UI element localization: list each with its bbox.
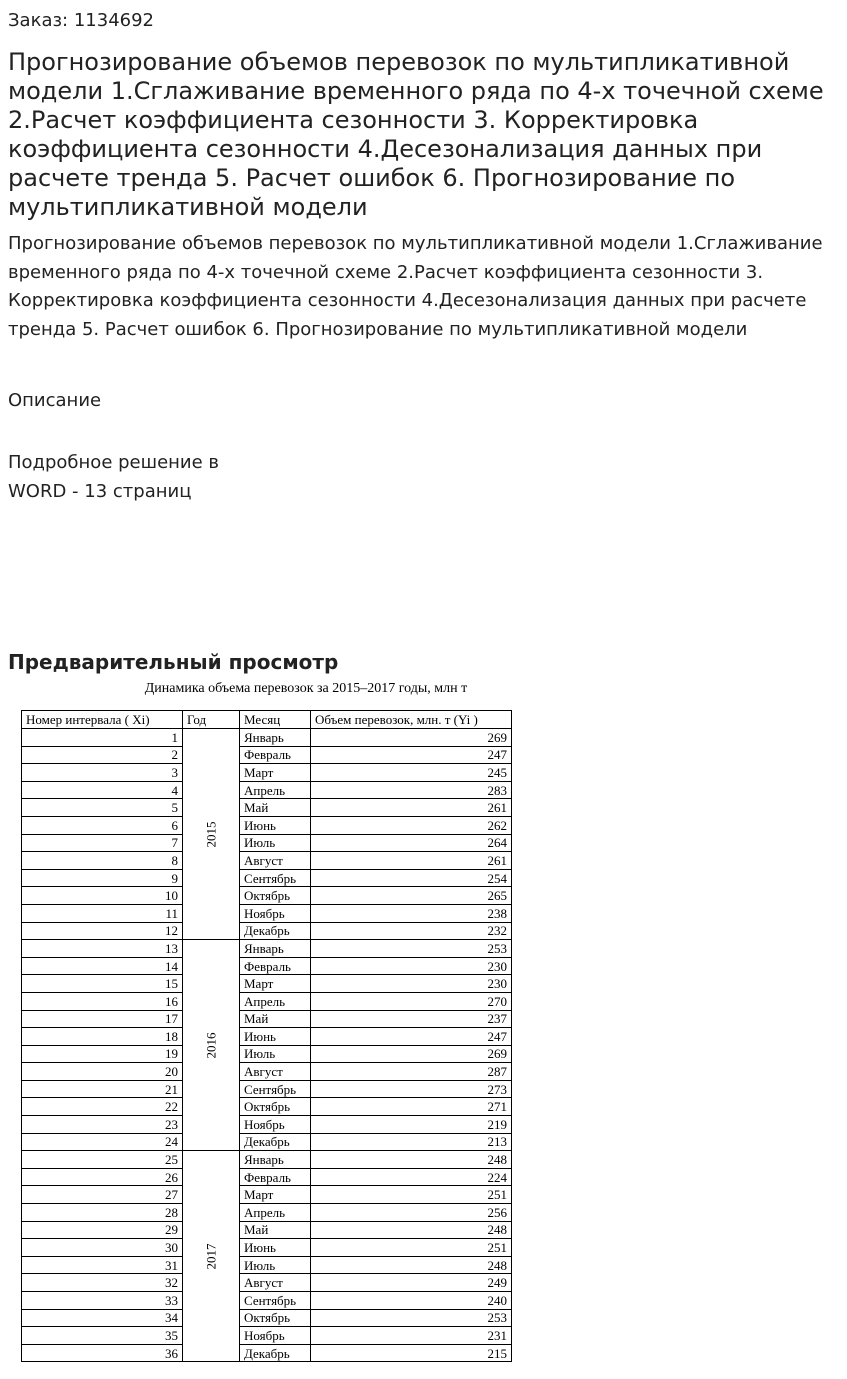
table-row — [22, 799, 512, 817]
interval-cell: 36 — [22, 1344, 183, 1362]
month-cell: Январь — [240, 1151, 311, 1169]
page-title: Прогнозирование объемов перевозок по мультипликативной модели 1.Сглаживание временного ряда по 4-х точечной схеме 2.Расчет коэффициента сезонности 3. Корректировка коэффициента сезонности 4.Десезонализация данных при расчете тренда 5. Расчет ошибок 6. Прогнозирование по мультипликативной модели — [8, 48, 824, 221]
month-cell: Апрель — [240, 781, 311, 799]
header-month: Месяц — [240, 711, 311, 729]
table-row — [22, 1063, 512, 1081]
interval-cell: 29 — [22, 1221, 183, 1239]
volume-cell: 238 — [311, 904, 512, 922]
table-row — [22, 1151, 512, 1169]
year-cell — [183, 1151, 240, 1362]
month-cell: Февраль — [240, 746, 311, 764]
interval-cell: 8 — [22, 852, 183, 870]
interval-cell: 1 — [22, 729, 183, 747]
volume-cell: 230 — [311, 957, 512, 975]
interval-cell: 26 — [22, 1168, 183, 1186]
detail-line-2: WORD - 13 страниц — [8, 480, 192, 502]
table-caption: Динамика объема перевозок за 2015–2017 годы, млн т — [144, 681, 468, 696]
table-row — [22, 1309, 512, 1327]
table-row — [22, 940, 512, 958]
interval-cell: 15 — [22, 975, 183, 993]
month-cell: Декабрь — [240, 1133, 311, 1151]
volume-cell: 269 — [311, 729, 512, 747]
order-info — [8, 9, 154, 33]
month-cell: Октябрь — [240, 1098, 311, 1116]
order-label: Заказ: — [8, 10, 69, 31]
volume-cell: 251 — [311, 1239, 512, 1257]
table-row — [22, 1204, 512, 1222]
table-row — [22, 816, 512, 834]
volume-cell: 237 — [311, 1010, 512, 1028]
interval-cell: 12 — [22, 922, 183, 940]
interval-cell: 34 — [22, 1309, 183, 1327]
month-cell: Июль — [240, 1256, 311, 1274]
detail-line-1: Подробное решение в — [8, 452, 220, 473]
volume-cell: 224 — [311, 1168, 512, 1186]
month-cell: Сентябрь — [240, 1292, 311, 1310]
table-row — [22, 834, 512, 852]
volume-cell: 270 — [311, 992, 512, 1010]
volume-cell: 261 — [311, 799, 512, 817]
volume-cell: 230 — [311, 975, 512, 993]
month-cell: Январь — [240, 729, 311, 747]
year-label: 2017 — [203, 1243, 219, 1270]
table-row — [22, 764, 512, 782]
description-section-label: Описание — [8, 390, 102, 411]
table-header-row — [22, 711, 512, 729]
table-row — [22, 1168, 512, 1186]
table-row — [22, 922, 512, 940]
month-cell: Ноябрь — [240, 1327, 311, 1345]
month-cell: Апрель — [240, 992, 311, 1010]
interval-cell: 33 — [22, 1292, 183, 1310]
interval-cell: 17 — [22, 1010, 183, 1028]
month-cell: Март — [240, 975, 311, 993]
volume-cell: 261 — [311, 852, 512, 870]
interval-cell: 24 — [22, 1133, 183, 1151]
table-row — [22, 1133, 512, 1151]
interval-cell: 14 — [22, 957, 183, 975]
detail-text — [8, 449, 268, 506]
interval-cell: 6 — [22, 816, 183, 834]
table-row — [22, 1080, 512, 1098]
table-row — [22, 1256, 512, 1274]
table-row — [22, 1045, 512, 1063]
interval-cell: 22 — [22, 1098, 183, 1116]
volume-cell: 283 — [311, 781, 512, 799]
table-row — [22, 1186, 512, 1204]
month-cell: Август — [240, 1274, 311, 1292]
table-row — [22, 729, 512, 747]
month-cell: Июнь — [240, 1028, 311, 1046]
table-row — [22, 975, 512, 993]
interval-cell: 10 — [22, 887, 183, 905]
interval-cell: 3 — [22, 764, 183, 782]
volume-cell: 249 — [311, 1274, 512, 1292]
volume-cell: 251 — [311, 1186, 512, 1204]
interval-cell: 20 — [22, 1063, 183, 1081]
month-cell: Июнь — [240, 816, 311, 834]
table-row — [22, 1028, 512, 1046]
header-interval: Номер интервала ( Xi) — [22, 711, 183, 729]
table-row — [22, 1098, 512, 1116]
header-volume: Объем перевозок, млн. т (Yi ) — [311, 711, 512, 729]
volume-cell: 247 — [311, 1028, 512, 1046]
interval-cell: 21 — [22, 1080, 183, 1098]
preview-heading: Предварительный просмотр — [8, 650, 339, 674]
month-cell: Август — [240, 1063, 311, 1081]
volume-cell: 245 — [311, 764, 512, 782]
table-row — [22, 887, 512, 905]
table-row — [22, 1010, 512, 1028]
interval-cell: 32 — [22, 1274, 183, 1292]
volume-cell: 219 — [311, 1116, 512, 1134]
month-cell: Сентябрь — [240, 869, 311, 887]
year-label: 2015 — [203, 821, 219, 848]
interval-cell: 18 — [22, 1028, 183, 1046]
volume-cell: 264 — [311, 834, 512, 852]
year-label: 2016 — [203, 1032, 219, 1059]
interval-cell: 31 — [22, 1256, 183, 1274]
interval-cell: 13 — [22, 940, 183, 958]
table-row — [22, 746, 512, 764]
table-row — [22, 781, 512, 799]
volume-cell: 248 — [311, 1256, 512, 1274]
interval-cell: 30 — [22, 1239, 183, 1257]
month-cell: Март — [240, 764, 311, 782]
month-cell: Апрель — [240, 1204, 311, 1222]
table-row — [22, 869, 512, 887]
month-cell: Ноябрь — [240, 904, 311, 922]
year-cell — [183, 729, 240, 940]
table-row — [22, 1221, 512, 1239]
volume-cell: 287 — [311, 1063, 512, 1081]
volume-cell: 254 — [311, 869, 512, 887]
month-cell: Январь — [240, 940, 311, 958]
volume-cell: 256 — [311, 1204, 512, 1222]
header-year: Год — [183, 711, 240, 729]
table-row — [22, 992, 512, 1010]
volume-cell: 262 — [311, 816, 512, 834]
interval-cell: 7 — [22, 834, 183, 852]
volume-cell: 213 — [311, 1133, 512, 1151]
table-body — [22, 729, 512, 1362]
interval-cell: 25 — [22, 1151, 183, 1169]
month-cell: Май — [240, 799, 311, 817]
table-row — [22, 1116, 512, 1134]
interval-cell: 5 — [22, 799, 183, 817]
volume-cell: 231 — [311, 1327, 512, 1345]
month-cell: Сентябрь — [240, 1080, 311, 1098]
volume-cell: 265 — [311, 887, 512, 905]
volume-cell: 248 — [311, 1221, 512, 1239]
table-row — [22, 852, 512, 870]
interval-cell: 27 — [22, 1186, 183, 1204]
month-cell: Июль — [240, 1045, 311, 1063]
table-row — [22, 1292, 512, 1310]
volume-cell: 253 — [311, 940, 512, 958]
interval-cell: 4 — [22, 781, 183, 799]
interval-cell: 2 — [22, 746, 183, 764]
volume-table — [21, 710, 512, 1362]
interval-cell: 9 — [22, 869, 183, 887]
month-cell: Май — [240, 1221, 311, 1239]
description-text: Прогнозирование объемов перевозок по мультипликативной модели 1.Сглаживание временного ряда по 4-х точечной схеме 2.Расчет коэффициента сезонности 3. Корректировка коэффициента сезонности 4.Десезонализация данных при расчете тренда 5. Расчет ошибок 6. Прогнозирование по мультипликативной модели — [8, 233, 823, 340]
month-cell: Март — [240, 1186, 311, 1204]
volume-cell: 232 — [311, 922, 512, 940]
table-row — [22, 1327, 512, 1345]
table-row — [22, 1344, 512, 1362]
volume-cell: 269 — [311, 1045, 512, 1063]
month-cell: Ноябрь — [240, 1116, 311, 1134]
volume-cell: 240 — [311, 1292, 512, 1310]
interval-cell: 28 — [22, 1204, 183, 1222]
month-cell: Декабрь — [240, 1344, 311, 1362]
volume-cell: 215 — [311, 1344, 512, 1362]
table-row — [22, 904, 512, 922]
volume-cell: 271 — [311, 1098, 512, 1116]
month-cell: Май — [240, 1010, 311, 1028]
year-cell — [183, 940, 240, 1151]
interval-cell: 19 — [22, 1045, 183, 1063]
interval-cell: 16 — [22, 992, 183, 1010]
month-cell: Июль — [240, 834, 311, 852]
month-cell: Февраль — [240, 957, 311, 975]
month-cell: Октябрь — [240, 1309, 311, 1327]
volume-cell: 273 — [311, 1080, 512, 1098]
month-cell: Февраль — [240, 1168, 311, 1186]
table-row — [22, 1239, 512, 1257]
interval-cell: 35 — [22, 1327, 183, 1345]
interval-cell: 11 — [22, 904, 183, 922]
table-row — [22, 1274, 512, 1292]
volume-cell: 253 — [311, 1309, 512, 1327]
volume-cell: 247 — [311, 746, 512, 764]
month-cell: Октябрь — [240, 887, 311, 905]
month-cell: Август — [240, 852, 311, 870]
month-cell: Июнь — [240, 1239, 311, 1257]
volume-cell: 248 — [311, 1151, 512, 1169]
table-row — [22, 957, 512, 975]
interval-cell: 23 — [22, 1116, 183, 1134]
order-number: 1134692 — [73, 10, 155, 31]
month-cell: Декабрь — [240, 922, 311, 940]
